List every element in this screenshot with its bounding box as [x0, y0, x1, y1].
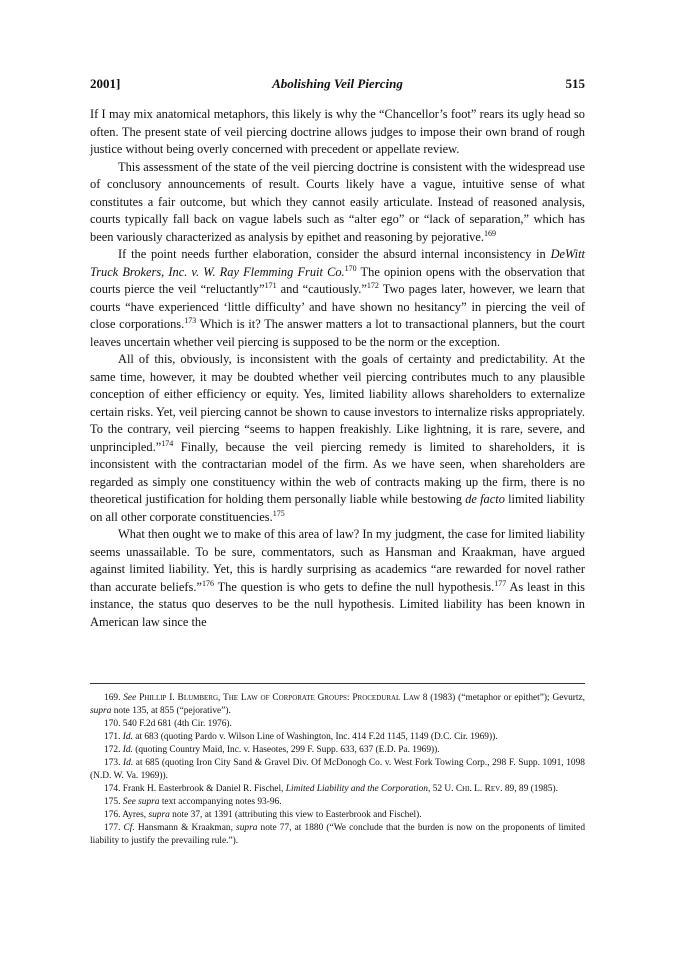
footnote — [90, 757, 585, 782]
text-run: 89, 89 (1985). — [502, 783, 558, 794]
footnote-marker: 171 — [264, 280, 277, 290]
text-run: If the point needs further elaboration, consider the absurd internal inconsistency in — [118, 247, 551, 261]
italic-text: Id. — [122, 731, 133, 742]
footnote — [90, 744, 585, 757]
italic-text: supra — [236, 822, 258, 833]
small-caps-text: Phillip I. Blumberg, The Law of Corporate Groups: Procedural Law — [139, 693, 420, 703]
text-run: 175. — [104, 796, 123, 807]
text-run: 177. — [104, 822, 124, 833]
text-run: This assessment of the state of the veil piercing doctrine is consistent with the widespread use of conclusory announcements of result. Courts likely have a vague, intuitive sense of what constitutes a fair outcome, but which they cannot easily articulate. Instead of reasoned analysis, courts typically fall back on vague labels such as “alter ego” or “lack of separation,” which has been variously characterized as analysis by epithet and reasoning by pejorative. — [90, 159, 585, 244]
footnote-marker: 173 — [184, 315, 197, 325]
text-run: Finally, because the veil piercing remedy is limited to shareholders, it is inconsistent with the contractarian model of the firm. As we have seen, when shareholders are regarded as simply one constituency within the web of contracts making up the firm, there is no theoretical justification for holding them personally liable while bestowing — [90, 439, 585, 506]
text-run: , 52 U. — [427, 783, 456, 794]
body-text — [90, 106, 585, 631]
footnote — [90, 822, 585, 847]
text-run: note 77, at 1880 (“We conclude that the burden is now on the proponents of limited liability to justify the prevailing rule.”). — [90, 822, 586, 846]
paragraph — [90, 246, 585, 351]
footnote-marker: 169 — [483, 228, 496, 238]
italic-text: supra — [90, 705, 112, 716]
text-run: 169. — [104, 693, 124, 703]
text-run: As least in this instance, the status quo deserves to be the null hypothesis. Limited liability has been known in American law since the — [90, 579, 585, 629]
text-run: 172. — [104, 744, 123, 755]
text-run: at 685 (quoting Iron City Sand & Gravel Div. Of McDonogh Co. v. West Fork Towing Corp., 298 F. Supp. 1091, 1098 (N.D. W. Va. 1969)). — [90, 757, 585, 781]
text-run: 8 (1983) (“metaphor or epithet”); Gevurtz, — [419, 693, 586, 703]
footnote-divider — [90, 683, 585, 684]
text-run: The question is who gets to define the null hypothesis. — [213, 579, 495, 594]
running-header — [90, 76, 585, 92]
page-number: 515 — [565, 76, 585, 91]
text-run: All of this, obviously, is inconsistent with the goals of certainty and predictability. At the same time, however, it may be doubted whether veil piercing contributes much to any plausible conception of either efficiency or equity. Yes, limited liability allows shareholders to externalize certain risks. Yet, veil piercing cannot be shown to cause investors to internalize risks appropriately. To the contrary, veil piercing “seems to happen freakishly. Like lightning, it is rare, severe, and unprincipled.” — [90, 352, 585, 454]
text-run: limited liability on all other corporate constituencies. — [90, 492, 585, 524]
italic-text: de facto — [465, 492, 505, 506]
text-run: Which is it? The answer matters a lot to transactional planners, but the court leaves uncertain whether veil piercing is supposed to be the norm or the exception. — [90, 317, 585, 349]
text-run: note 135, at 855 (“pejorative”). — [111, 705, 231, 716]
footnote — [90, 692, 585, 717]
paragraph — [90, 526, 585, 631]
text-run: If I may mix anatomical metaphors, this likely is why the “Chancellor’s foot” rears its ugly head so often. The present state of veil piercing doctrine allows judges to impose their own brand of rough justice without being overly concerned with precedent or appellate review. — [90, 107, 585, 156]
italic-text: See — [123, 693, 137, 703]
text-run: What then ought we to make of this area of law? In my judgment, the case for limited liability seems unassailable. To be sure, commentators, such as Hansman and Kraakman, have argued against limited liability. Yet, this is hardly surprising as academics “are rewarded for novel rather than accurate beliefs.” — [90, 527, 585, 594]
footnote — [90, 796, 585, 809]
italic-text: Limited Liability and the Corporation — [285, 783, 428, 794]
footnotes — [90, 692, 585, 848]
text-run: text accompanying notes 93-96. — [159, 796, 282, 807]
header-title: Abolishing Veil Piercing — [272, 76, 403, 91]
footnote — [90, 783, 585, 796]
italic-text: Cf. — [123, 822, 135, 833]
paragraph — [90, 159, 585, 247]
text-run: (quoting Country Maid, Inc. v. Haseotes, 299 F. Supp. 633, 637 (E.D. Pa. 1969)). — [132, 744, 440, 755]
footnote-marker: 175 — [272, 508, 285, 518]
text-run: at 683 (quoting Pardo v. Wilson Line of Washington, Inc. 414 F.2d 1145, 1149 (D.C. Cir. 1969)). — [132, 731, 498, 742]
footnote-marker: 172 — [366, 280, 379, 290]
text-run: Hansmann & Kraakman, — [134, 822, 237, 833]
text-run: and “cautiously.” — [276, 282, 367, 296]
text-run: 170. 540 F.2d 681 (4th Cir. 1976). — [104, 718, 232, 729]
text-run: Two pages later, however, we learn that courts “have experienced ‘little difficulty’ and have shown no hesitancy” in piercing the veil of close corporations. — [90, 282, 585, 331]
text-run: The opinion opens with the observation that courts pierce the veil “reluctantly” — [90, 264, 586, 296]
footnote — [90, 809, 585, 822]
italic-text: See supra — [122, 796, 160, 807]
italic-text: DeWitt Truck Brokers, Inc. v. W. Ray Flemming Fruit Co. — [90, 247, 585, 279]
footnote-marker: 176 — [201, 578, 214, 588]
italic-text: supra — [148, 809, 170, 820]
header-year: 2001] — [90, 76, 121, 91]
paragraph — [90, 106, 585, 159]
paragraph — [90, 351, 585, 526]
text-run: 173. — [104, 757, 124, 768]
footnote-marker: 170 — [344, 263, 357, 273]
footnote — [90, 731, 585, 744]
italic-text: Id. — [123, 757, 134, 768]
italic-text: Id. — [122, 744, 133, 755]
text-run: note 37, at 1391 (attributing this view to Easterbrook and Fischel). — [169, 809, 422, 820]
footnote-marker: 174 — [161, 438, 174, 448]
footnote-marker: 177 — [494, 578, 507, 588]
text-run: 176. Ayres, — [104, 809, 149, 820]
text-run: 171. — [104, 731, 123, 742]
footnote — [90, 718, 585, 731]
small-caps-text: Chi. L. Rev. — [455, 783, 503, 794]
text-run: 174. Frank H. Easterbrook & Daniel R. Fischel, — [104, 783, 286, 794]
